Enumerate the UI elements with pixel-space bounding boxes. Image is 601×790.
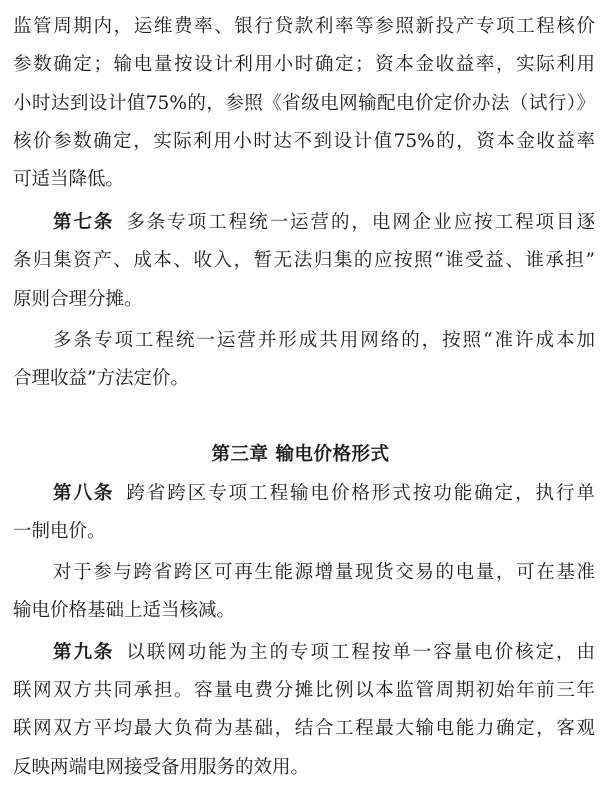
paragraph-line: 原则合理分摊。 <box>13 289 143 310</box>
article-9-text: 以联网功能为主的专项工程按单一容量电价核定，由 <box>124 642 595 663</box>
article-7-text: 多条专项工程统一运营的，电网企业应按工程项目逐 <box>124 212 595 233</box>
chapter-heading: 第三章 输电价格形式 <box>211 444 390 465</box>
article-9-line <box>0 634 601 672</box>
paragraph-line: 参数确定；输电量按设计利用小时确定；资本金收益率，实际利用 <box>13 54 595 75</box>
paragraph-line: 监管周期内，运维费率、银行贷款利率等参照新投产专项工程核价 <box>13 16 595 37</box>
paragraph-line: 联网双方共同承担。容量电费分摊比例以本监管周期初始年前三年 <box>13 680 595 701</box>
article-7-line <box>0 204 601 242</box>
article-8-line <box>0 475 601 513</box>
paragraph-line: 小时达到设计值75%的，参照《省级电网输配电价定价办法（试行）》 <box>13 93 595 114</box>
paragraph-line: 多条专项工程统一运营并形成共用网络的，按照“准许成本加 <box>53 330 595 351</box>
paragraph-line: 一制电价。 <box>13 521 106 542</box>
paragraph-line: 输电价格基础上适当核减。 <box>13 600 236 621</box>
paragraph-line: 反映两端电网接受备用服务的效用。 <box>13 757 310 778</box>
paragraph-line: 联网双方平均最大负荷为基础，结合工程最大输电能力确定，客观 <box>13 718 595 739</box>
paragraph-line: 可适当降低。 <box>13 169 125 190</box>
paragraph-line: 核价参数确定，实际利用小时达不到设计值75%的，资本金收益率 <box>13 131 595 152</box>
paragraph-line: 条归集资产、成本、收入，暂无法归集的应按照“谁受益、谁承担” <box>13 250 595 271</box>
article-7-label: 第七条 <box>53 212 115 233</box>
paragraph-line: 对于参与跨省跨区可再生能源增量现货交易的电量，可在基准 <box>53 562 595 583</box>
paragraph-line: 合理收益”方法定价。 <box>13 368 189 389</box>
article-9-label: 第九条 <box>53 642 115 663</box>
article-8-label: 第八条 <box>53 483 115 504</box>
article-8-text: 跨省跨区专项工程输电价格形式按功能确定，执行单 <box>124 483 595 504</box>
